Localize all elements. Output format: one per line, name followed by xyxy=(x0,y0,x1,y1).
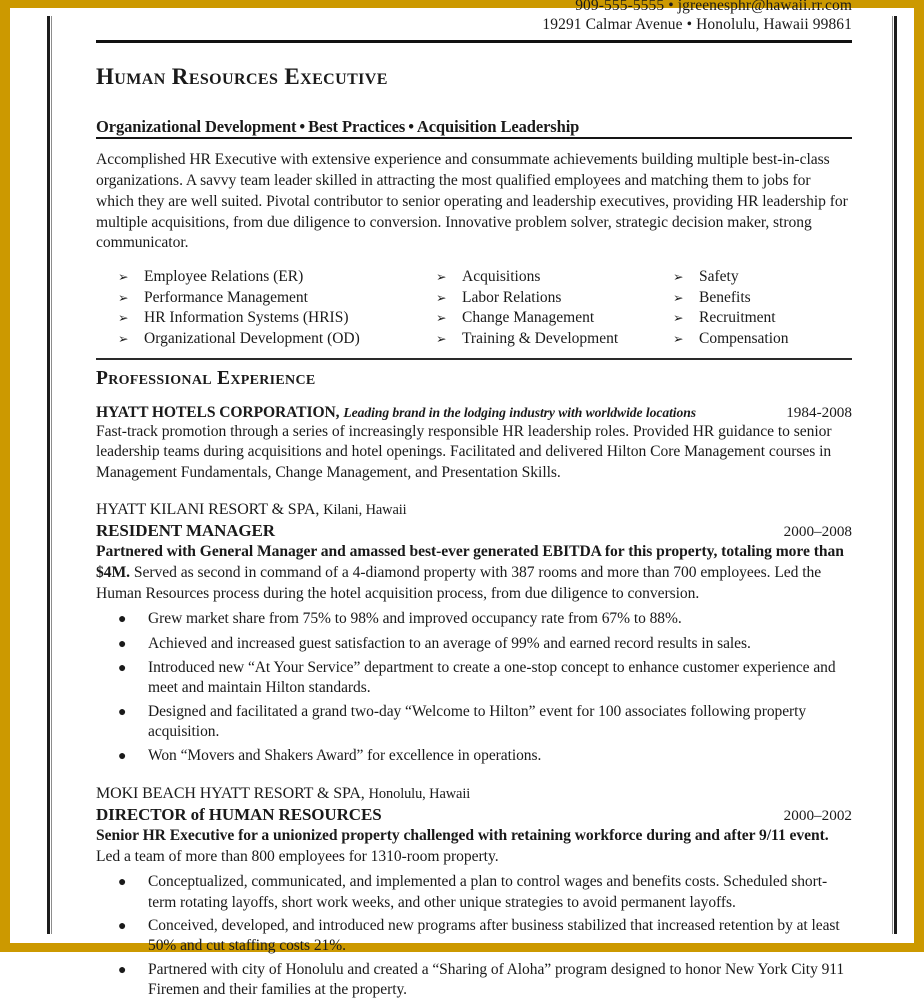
contact-phone-email: 909-555-5555 • jgreenesphr@hawaii.rr.com xyxy=(575,0,852,14)
employer-dates: 1984-2008 xyxy=(786,403,852,421)
arrow-bullet-icon: ➢ xyxy=(118,270,129,285)
achievement-list xyxy=(96,609,852,767)
skill-item xyxy=(118,308,436,329)
page-title: Human Resources Executive xyxy=(96,64,388,89)
arrow-bullet-icon: ➢ xyxy=(118,331,129,346)
position-summary xyxy=(96,542,852,604)
position-summary xyxy=(96,826,852,867)
position-property xyxy=(96,784,852,804)
skill-label: Benefits xyxy=(699,288,751,306)
list-item xyxy=(118,746,852,767)
arrow-bullet-icon: ➢ xyxy=(118,290,129,305)
skill-label: Employee Relations (ER) xyxy=(144,268,304,286)
resume-document xyxy=(96,0,852,999)
position-dates: 2000–2008 xyxy=(783,523,852,541)
position-lead-rest: Served as second in command of a 4-diamond property with 387 rooms and more than 700 employees. Led the Human Resources process during the hotel acquisition process, from due diligence to conversion. xyxy=(96,563,822,602)
round-bullet-icon: ● xyxy=(118,748,127,764)
arrow-bullet-icon: ➢ xyxy=(436,290,447,305)
round-bullet-icon: ● xyxy=(118,704,127,720)
contact-address: 19291 Calmar Avenue • Honolulu, Hawaii 99861 xyxy=(542,16,852,33)
property-name: MOKI BEACH HYATT RESORT & SPA, xyxy=(96,784,365,802)
list-item xyxy=(118,609,852,630)
skill-item xyxy=(436,308,673,329)
employer-name: HYATT HOTELS CORPORATION, xyxy=(96,403,340,421)
achievement-list xyxy=(96,872,852,1000)
achievement-text: Grew market share from 75% to 98% and improved occupancy rate from 67% to 88%. xyxy=(148,610,682,628)
achievement-text: Introduced new “At Your Service” department to create a one-stop concept to enhance customer experience and meet and maintain Hilton standards. xyxy=(148,658,836,697)
achievement-text: Conceptualized, communicated, and implemented a plan to control wages and benefits costs. Scheduled short-term rotating layoffs, short work weeks, and other unique strategies to avoid permanent layoffs. xyxy=(148,873,828,911)
skill-label: Acquisitions xyxy=(462,268,541,286)
position-title-row xyxy=(96,805,852,825)
core-competencies-grid xyxy=(96,267,852,349)
round-bullet-icon: ● xyxy=(118,660,127,676)
arrow-bullet-icon: ➢ xyxy=(118,311,129,326)
position-title-row xyxy=(96,521,852,541)
skill-item xyxy=(436,267,673,288)
skill-label: Performance Management xyxy=(144,288,308,306)
skill-label: HR Information Systems (HRIS) xyxy=(144,309,349,327)
property-name: HYATT KILANI RESORT & SPA, xyxy=(96,501,320,519)
list-item xyxy=(118,702,852,743)
property-city: Kilani, Hawaii xyxy=(323,502,407,519)
tagline-part-2: Best Practices xyxy=(308,117,406,137)
employer-tagline: Leading brand in the lodging industry with worldwide locations xyxy=(343,404,697,420)
achievement-text: Conceived, developed, and introduced new programs after business stabilized that increased retention by at least 50% and cut staffing costs 21%. xyxy=(148,916,840,955)
list-item xyxy=(118,960,852,1001)
round-bullet-icon: ● xyxy=(118,612,127,628)
position-entry xyxy=(96,500,852,767)
section-heading-experience: Professional Experience xyxy=(96,368,316,390)
skill-item xyxy=(673,267,874,288)
arrow-bullet-icon: ➢ xyxy=(436,270,447,285)
skill-item xyxy=(118,267,436,288)
skill-label: Safety xyxy=(699,268,739,286)
arrow-bullet-icon: ➢ xyxy=(673,331,684,346)
skill-label: Compensation xyxy=(699,329,789,347)
property-city: Honolulu, Hawaii xyxy=(368,785,471,802)
skill-item xyxy=(673,329,874,350)
skill-label: Change Management xyxy=(462,309,595,327)
list-item xyxy=(118,658,852,699)
arrow-bullet-icon: ➢ xyxy=(436,331,447,346)
employer-identity xyxy=(96,404,696,422)
skill-label: Recruitment xyxy=(699,309,776,327)
arrow-bullet-icon: ➢ xyxy=(673,270,684,285)
list-item xyxy=(118,634,852,655)
tagline-part-1: Organizational Development xyxy=(96,117,297,137)
round-bullet-icon: ● xyxy=(118,636,127,652)
skill-item xyxy=(673,308,874,329)
list-item xyxy=(118,916,852,957)
position-lead-bold: Senior HR Executive for a unionized property challenged with retaining workforce during and after 9/11 event. xyxy=(96,826,829,844)
skill-label: Organizational Development (OD) xyxy=(144,329,360,347)
list-item xyxy=(118,872,852,913)
skill-item xyxy=(118,329,436,350)
achievement-text: Designed and facilitated a grand two-day “Welcome to Hilton” event for 100 associates following property acquisition. xyxy=(148,702,807,741)
page-edge-rule-right xyxy=(892,16,897,934)
employer-description: Fast-track promotion through a series of increasingly responsible HR leadership roles. Provided HR guidance to senior leadership teams during acquisitions and hotel openings. Facilitated and delivered Hilton Core Management courses in Management Fundamentals, Change Management, and Presentation Skills. xyxy=(96,422,832,481)
header-divider-rule xyxy=(96,40,852,43)
achievement-text: Won “Movers and Shakers Award” for excellence in operations. xyxy=(148,746,542,764)
round-bullet-icon: ● xyxy=(118,962,127,978)
achievement-text: Achieved and increased guest satisfaction to an average of 99% and earned record results in sales. xyxy=(148,634,751,652)
arrow-bullet-icon: ➢ xyxy=(436,311,447,326)
position-title: RESIDENT MANAGER xyxy=(96,521,275,541)
tagline-separator-2: • xyxy=(408,117,414,137)
position-entry xyxy=(96,784,852,1001)
professional-summary: Accomplished HR Executive with extensive experience and consummate achievements building multiple best-in-class organizations. A savvy team leader skilled in attracting the most qualified employees and matching them to jobs for which they are well suited. Pivotal contributor to senior operating and leadership executives, providing HR leadership for multiple acquisitions, from due diligence to conversion. Innovative problem solver, strategic decision maker, strong communicator. xyxy=(96,151,848,252)
tagline-divider-rule xyxy=(96,137,852,139)
round-bullet-icon: ● xyxy=(118,918,127,934)
position-lead-rest: Led a team of more than 800 employees for 1310-room property. xyxy=(96,847,499,865)
position-title: DIRECTOR of HUMAN RESOURCES xyxy=(96,804,382,824)
skill-item xyxy=(436,288,673,309)
skill-item xyxy=(673,288,874,309)
skill-label: Labor Relations xyxy=(462,288,562,306)
arrow-bullet-icon: ➢ xyxy=(673,290,684,305)
employer-header xyxy=(96,404,852,422)
tagline-separator-1: • xyxy=(299,117,306,137)
tagline-part-3: Acquisition Leadership xyxy=(416,117,580,137)
position-property xyxy=(96,500,852,520)
round-bullet-icon: ● xyxy=(118,875,127,891)
skill-label: Training & Development xyxy=(462,329,619,347)
skill-item xyxy=(436,329,673,350)
competencies-divider-rule xyxy=(96,358,852,360)
position-dates: 2000–2002 xyxy=(783,806,852,824)
headline-tagline xyxy=(96,117,852,137)
skill-item xyxy=(118,288,436,309)
achievement-text: Partnered with city of Honolulu and created a “Sharing of Aloha” program designed to honor New York City 911 Firemen and their families at the property. xyxy=(148,960,845,999)
arrow-bullet-icon: ➢ xyxy=(673,311,684,326)
position-lead-bold: Partnered with General Manager and amassed best-ever generated EBITDA for this property, totaling more than $4M. xyxy=(96,543,844,581)
page-edge-rule-left xyxy=(47,16,52,934)
